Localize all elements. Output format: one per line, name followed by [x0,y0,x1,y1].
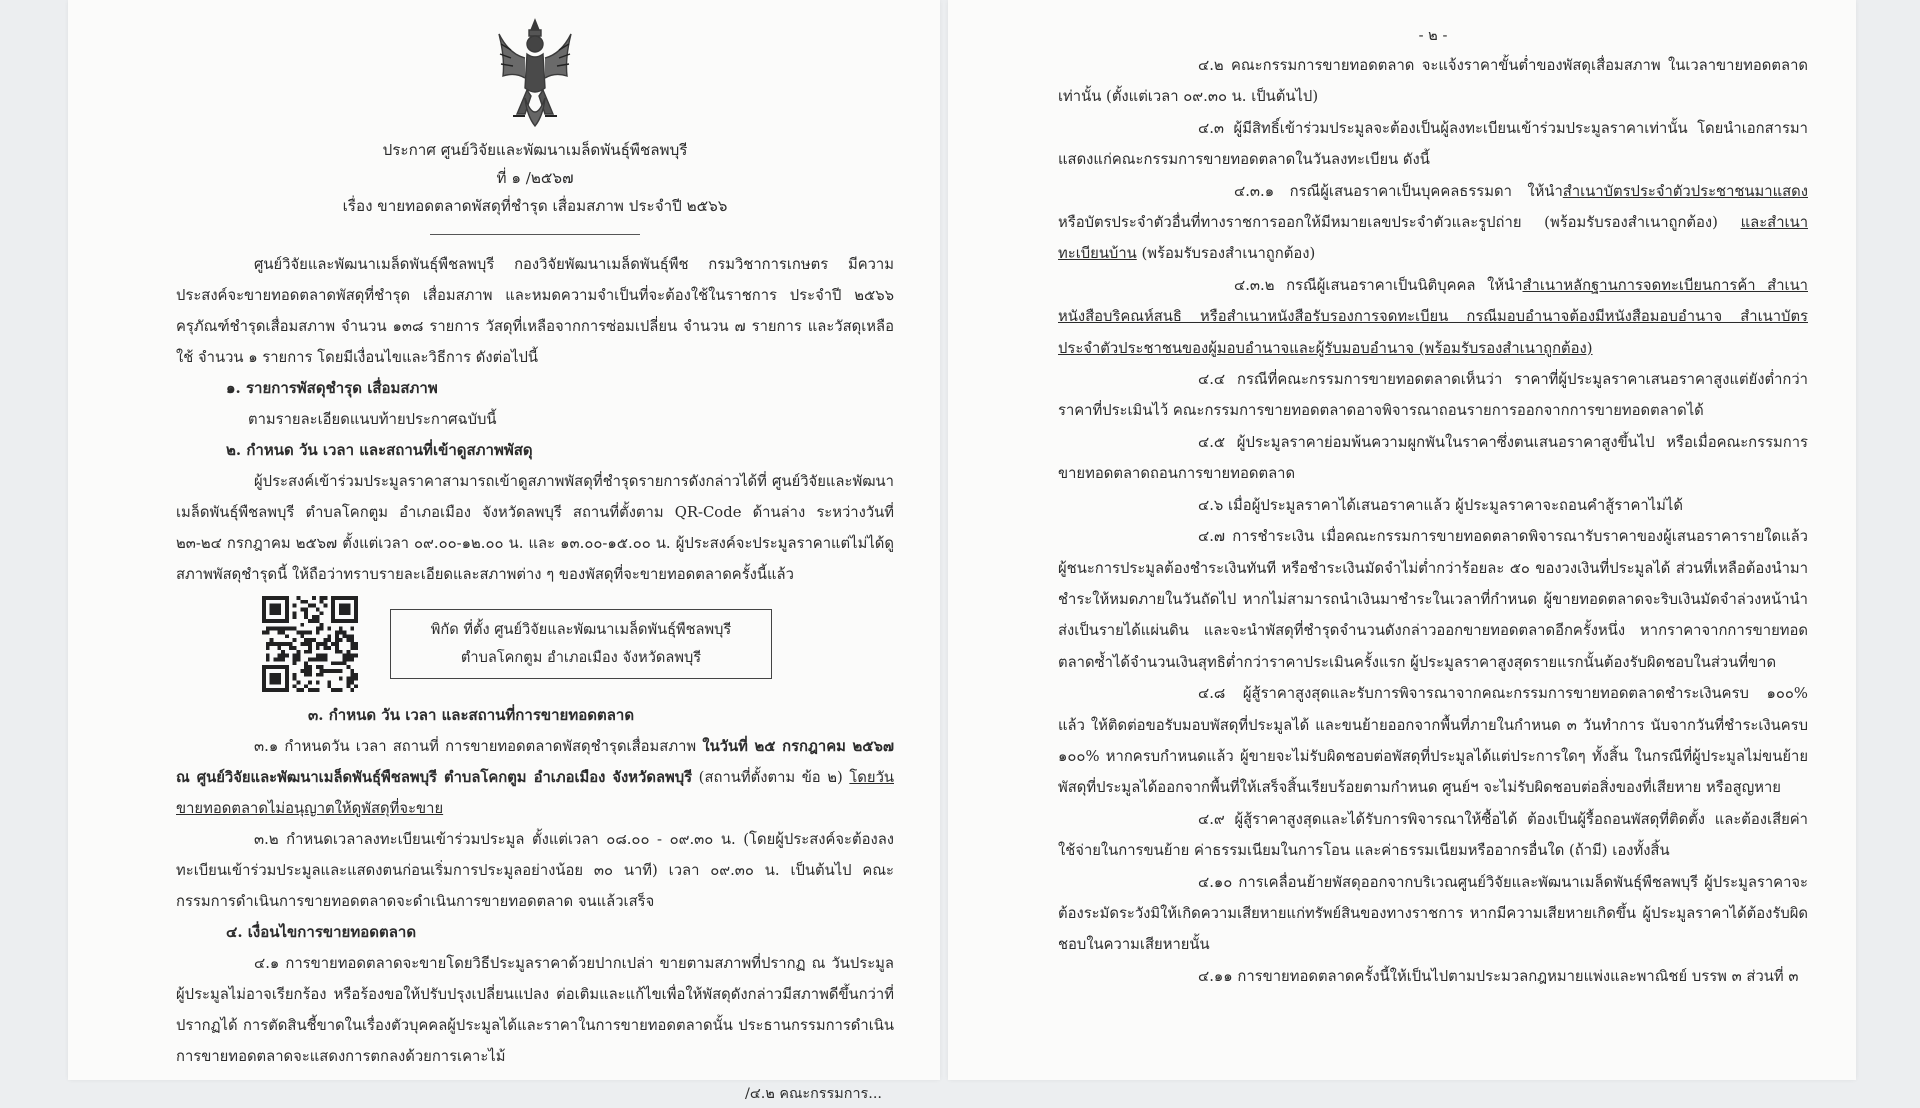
announcement-title: ประกาศ ศูนย์วิจัยและพัฒนาเมล็ดพันธุ์พืชลพบุรี [382,141,688,159]
clause-4-4: ๔.๔ กรณีที่คณะกรรมการขายทอดตลาดเห็นว่า ราคาที่ผู้ประมูลราคาเสนอราคาสูงแต่ยังต่ำกว่าราคาที่ประเมินไว้ คณะกรรมการขายทอดตลาดอาจพิจารณาถอนรายการออกจากการขายทอดตลาดได้ [1058,371,1808,420]
clause-4-11: ๔.๑๑ การขายทอดตลาดครั้งนี้ให้เป็นไปตามประมวลกฎหมายแพ่งและพาณิชย์ บรรพ ๓ ส่วนที่ ๓ [1198,967,1799,985]
clause-4-6: ๔.๖ เมื่อผู้ประมูลราคาได้เสนอราคาแล้ว ผู้ประมูลราคาจะถอนคำสู้ราคาไม่ได้ [1198,496,1683,514]
clause-4-3-2 [1058,270,1808,364]
section-4-1-text: ๔.๑ การขายทอดตลาดจะขายโดยวิธีประมูลราคาด้วยปากเปล่า ขายตามสภาพที่ปรากฏ ณ วันประมูล ผู้ประมูลไม่อาจเรียกร้อง หรือร้องขอให้ปรับปรุงเปลี่ยนแปลง ต่อเติมและแก้ไขเพื่อให้พัสดุดังกล่าวมีสภาพดีขึ้นกว่าที่ปรากฏได้ การตัดสินชี้ขาดในเรื่องตัวบุคคลผู้ประมูลได้และราคาในการขายทอดตลาดนั้น ประธานกรรมการดำเนินการขายทอดตลาดจะแสดงการตกลงด้วยการเคาะไม้ [176,955,894,1065]
section-3-1-text [176,731,894,824]
section-3-1-part-c: (สถานที่ตั้งตาม ข้อ ๒) [692,769,850,786]
clause-4-8: ๔.๘ ผู้สู้ราคาสูงสุดและรับการพิจารณาจากคณะกรรมการขายทอดตลาดชำระเงินครบ ๑๐๐% แล้ว ให้ติดต่อขอรับมอบพัสดุที่ประมูลได้ และขนย้ายออกจากพื้นที่ภายในกำหนด ๓ วันทำการ นับจากวันที่ชำระเงินครบ ๑๐๐% หากครบกำหนดแล้ว ผู้ขายจะไม่รับผิดชอบต่อพัสดุที่ประมูลได้แต่ประการใดๆ ทั้งสิ้น ในกรณีที่ผู้ประมูลไม่ขนย้ายพัสดุที่ประมูลได้ออกจากพื้นที่ให้เสร็จสิ้นเรียบร้อยตามกำหนด ศูนย์ฯ จะไม่รับผิดชอบต่อสิ่งของที่เสียหาย หรือสูญหาย [1058,685,1808,797]
clause-4-2: ๔.๒ คณะกรรมการขายทอดตลาด จะแจ้งราคาขั้นต่ำของพัสดุเสื่อมสภาพ ในเวลาขายทอดตลาดเท่านั้น (ตั้งแต่เวลา ๐๙.๓๐ น. เป็นต้นไป) [1058,57,1808,106]
clause-4-3-1 [1058,176,1808,270]
clause-4-3-1-part-a: ๔.๓.๑ กรณีผู้เสนอราคาเป็นบุคคลธรรมดา ให้นำ [1234,182,1563,200]
clause-4-5: ๔.๕ ผู้ประมูลราคาย่อมพ้นความผูกพันในราคาซึ่งตนเสนอราคาสูงขึ้นไป หรือเมื่อคณะกรรมการขายทอดตลาดถอนการขายทอดตลาด [1058,433,1808,483]
clause-4-3-1-underline-2: และสำเนาทะเบียนบ้าน [1058,214,1808,263]
location-box-line-2: ตำบลโคกตูม อำเภอเมือง จังหวัดลพบุรี [460,649,702,666]
section-3-1-part-b: ในวันที่ ๒๕ กรกฎาคม ๒๕๖๗ ณ ศูนย์วิจัยและพัฒนาเมล็ดพันธุ์พืชลพบุรี ตำบลโคกตูม อำเภอเมือง จังหวัดลพบุรี [176,738,894,786]
location-block [262,596,894,692]
page-number: - ๒ - [1418,27,1448,44]
clause-4-3-1-underline-1: สำเนาบัตรประจำตัวประชาชนมาแสดง [1562,182,1808,200]
clause-4-7: ๔.๗ การชำระเงิน เมื่อคณะกรรมการขายทอดตลาดพิจารณารับราคาของผู้เสนอราคารายใดแล้ว ผู้ชนะการประมูลต้องชำระเงินทันที หรือชำระเงินมัดจำไม่ต่ำกว่าร้อยละ ๕๐ ของวงเงินที่ประมูลได้ ส่วนที่เหลือต้องนำมาชำระให้หมดภายในวันถัดไป หากไม่สามารถนำเงินมาชำระในเวลาที่กำหนด ผู้ขายทอดตลาดจะริบเงินมัดจำล่วงหน้านำส่งเป็นรายได้แผ่นดิน และจะนำพัสดุที่ชำรุดจำนวนดังกล่าวออกขายทอดตลาดอีกครั้งหนึ่ง หากราคาจากการขายทอดตลาดซ้ำได้จำนวนเงินสุทธิต่ำกว่าราคาประเมินครั้งแรก ผู้ประมูลราคาสูงสุดรายแรกนั้นต้องรับผิดชอบในส่วนที่ขาด [1058,528,1808,671]
section-2-heading: ๒. กำหนด วัน เวลา และสถานที่เข้าดูสภาพพัสดุ [226,441,533,459]
section-2-text: ผู้ประสงค์เข้าร่วมประมูลราคาสามารถเข้าดูสภาพพัสดุที่ชำรุดรายการดังกล่าวได้ที่ ศูนย์วิจัยและพัฒนาเมล็ดพันธุ์พืชลพบุรี ตำบลโคกตูม อำเภอเมือง จังหวัดลพบุรี สถานที่ตั้งตาม QR-Code ด้านล่าง ระหว่างวันที่ ๒๓-๒๔ กรกฎาคม ๒๕๖๗ ตั้งแต่เวลา ๐๙.๐๐-๑๒.๐๐ น. และ ๑๓.๐๐-๑๕.๐๐ น. ผู้ประสงค์จะประมูลราคาแต่ไม่ได้ดูสภาพพัสดุชำรุดนี้ ให้ถือว่าทราบรายละเอียดและสภาพต่าง ๆ ของพัสดุที่จะขายทอดตลาดครั้งนี้แล้ว [176,473,894,583]
document-page-1 [68,0,940,1102]
clause-4-3-2-underline: สำเนาหลักฐานการจดทะเบียนการค้า สำเนาหนังสือบริคณห์สนธิ หรือสำเนาหนังสือรับรองการจดทะเบียน กรณีมอบอำนาจต้องมีหนังสือมอบอำนาจ สำเนาบัตรประจำตัวประชาชนของผู้มอบอำนาจและผู้รับมอบอำนาจ (พร้อมรับรองสำเนาถูกต้อง) [1058,276,1808,357]
section-1-text: ตามรายละเอียดแนบท้ายประกาศฉบับนี้ [248,411,497,428]
clause-4-3-2-part-a: ๔.๓.๒ กรณีผู้เสนอราคาเป็นนิติบุคคล ให้นำ [1234,276,1523,294]
location-box-line-1: พิกัด ที่ตั้ง ศูนย์วิจัยและพัฒนาเมล็ดพันธุ์พืชลพบุรี [430,621,732,638]
continuation-footer: /๔.๒ คณะกรรมการ... [745,1086,882,1102]
section-3-2-text: ๓.๒ กำหนดเวลาลงทะเบียนเข้าร่วมประมูล ตั้งแต่เวลา ๐๘.๐๐ - ๐๙.๓๐ น. (โดยผู้ประสงค์จะต้องลงทะเบียนเข้าร่วมประมูลและแสดงตนก่อนเริ่มการประมูลอย่างน้อย ๓๐ นาที) เวลา ๐๙.๓๐ น. เป็นต้นไป คณะกรรมการดำเนินการขายทอดตลาดจะดำเนินการขายทอดตลาด จนแล้วเสร็จ [176,831,894,910]
garuda-emblem-icon [495,14,575,132]
clause-4-10: ๔.๑๐ การเคลื่อนย้ายพัสดุออกจากบริเวณศูนย์วิจัยและพัฒนาเมล็ดพันธุ์พืชลพบุรี ผู้ประมูลราคาจะต้องระมัดระวังมิให้เกิดความเสียหายแก่ทรัพย์สินของทางราชการ หากมีความเสียหายเกิดขึ้น ผู้ประมูลราคาได้ต้องรับผิดชอบในความเสียหายนั้น [1058,873,1808,954]
location-box [390,609,772,679]
clause-4-3-1-part-b: หรือบัตรประจำตัวอื่นที่ทางราชการออกให้มีหมายเลขประจำตัวและรูปถ่าย (พร้อมรับรองสำเนาถูกต้อง) [1058,214,1741,232]
intro-paragraph: ศูนย์วิจัยและพัฒนาเมล็ดพันธุ์พืชลพบุรี กองวิจัยพัฒนาเมล็ดพันธุ์พืช กรมวิชาการเกษตร มีความประสงค์จะขายทอดตลาดพัสดุที่ชำรุด เสื่อมสภาพ และหมดความจำเป็นที่จะต้องใช้ในราชการ ประจำปี ๒๕๖๖ ครุภัณฑ์ชำรุดเสื่อมสภาพ จำนวน ๑๓๘ รายการ วัสดุที่เหลือจากการซ่อมเปลี่ยน จำนวน ๗ รายการ และวัสดุเหลือใช้ จำนวน ๑ รายการ โดยมีเงื่อนไขและวิธีการ ดังต่อไปนี้ [176,256,894,366]
section-3-heading: ๓. กำหนด วัน เวลา และสถานที่การขายทอดตลาด [308,706,635,724]
section-1-heading: ๑. รายการพัสดุชำรุด เสื่อมสภาพ [226,379,438,397]
title-divider [430,234,640,235]
clause-4-3: ๔.๓ ผู้มีสิทธิ์เข้าร่วมประมูลจะต้องเป็นผู้ลงทะเบียนเข้าร่วมประมูลราคาเท่านั้น โดยนำเอกสารมาแสดงแก่คณะกรรมการขายทอดตลาดในวันลงทะเบียน ดังนี้ [1058,119,1808,169]
section-3-1-part-a: ๓.๑ กำหนดวัน เวลา สถานที่ การขายทอดตลาดพัสดุชำรุดเสื่อมสภาพ [254,738,703,755]
section-3-1-part-d: โดยวันขายทอดตลาดไม่อนุญาตให้ดูพัสดุที่จะขาย [176,769,894,817]
announcement-subject: เรื่อง ขายทอดตลาดพัสดุที่ชำรุด เสื่อมสภาพ ประจำปี ๒๕๖๖ [342,197,728,215]
qr-code-icon [262,596,358,692]
clause-4-3-1-part-c: (พร้อมรับรองสำเนาถูกต้อง) [1136,245,1316,263]
clause-4-9: ๔.๙ ผู้สู้ราคาสูงสุดและได้รับการพิจารณาให้ซื้อได้ ต้องเป็นผู้รื้อถอนพัสดุที่ติดตั้ง และต้องเสียค่าใช้จ่ายในการขนย้าย ค่าธรรมเนียมในการโอน และค่าธรรมเนียมหรืออากรอื่นใด (ถ้ามี) เองทั้งสิ้น [1058,810,1808,860]
section-4-heading: ๔. เงื่อนไขการขายทอดตลาด [226,923,417,941]
document-page-2 [948,0,1856,1080]
announcement-number: ที่ ๑ /๒๕๖๗ [496,169,574,187]
